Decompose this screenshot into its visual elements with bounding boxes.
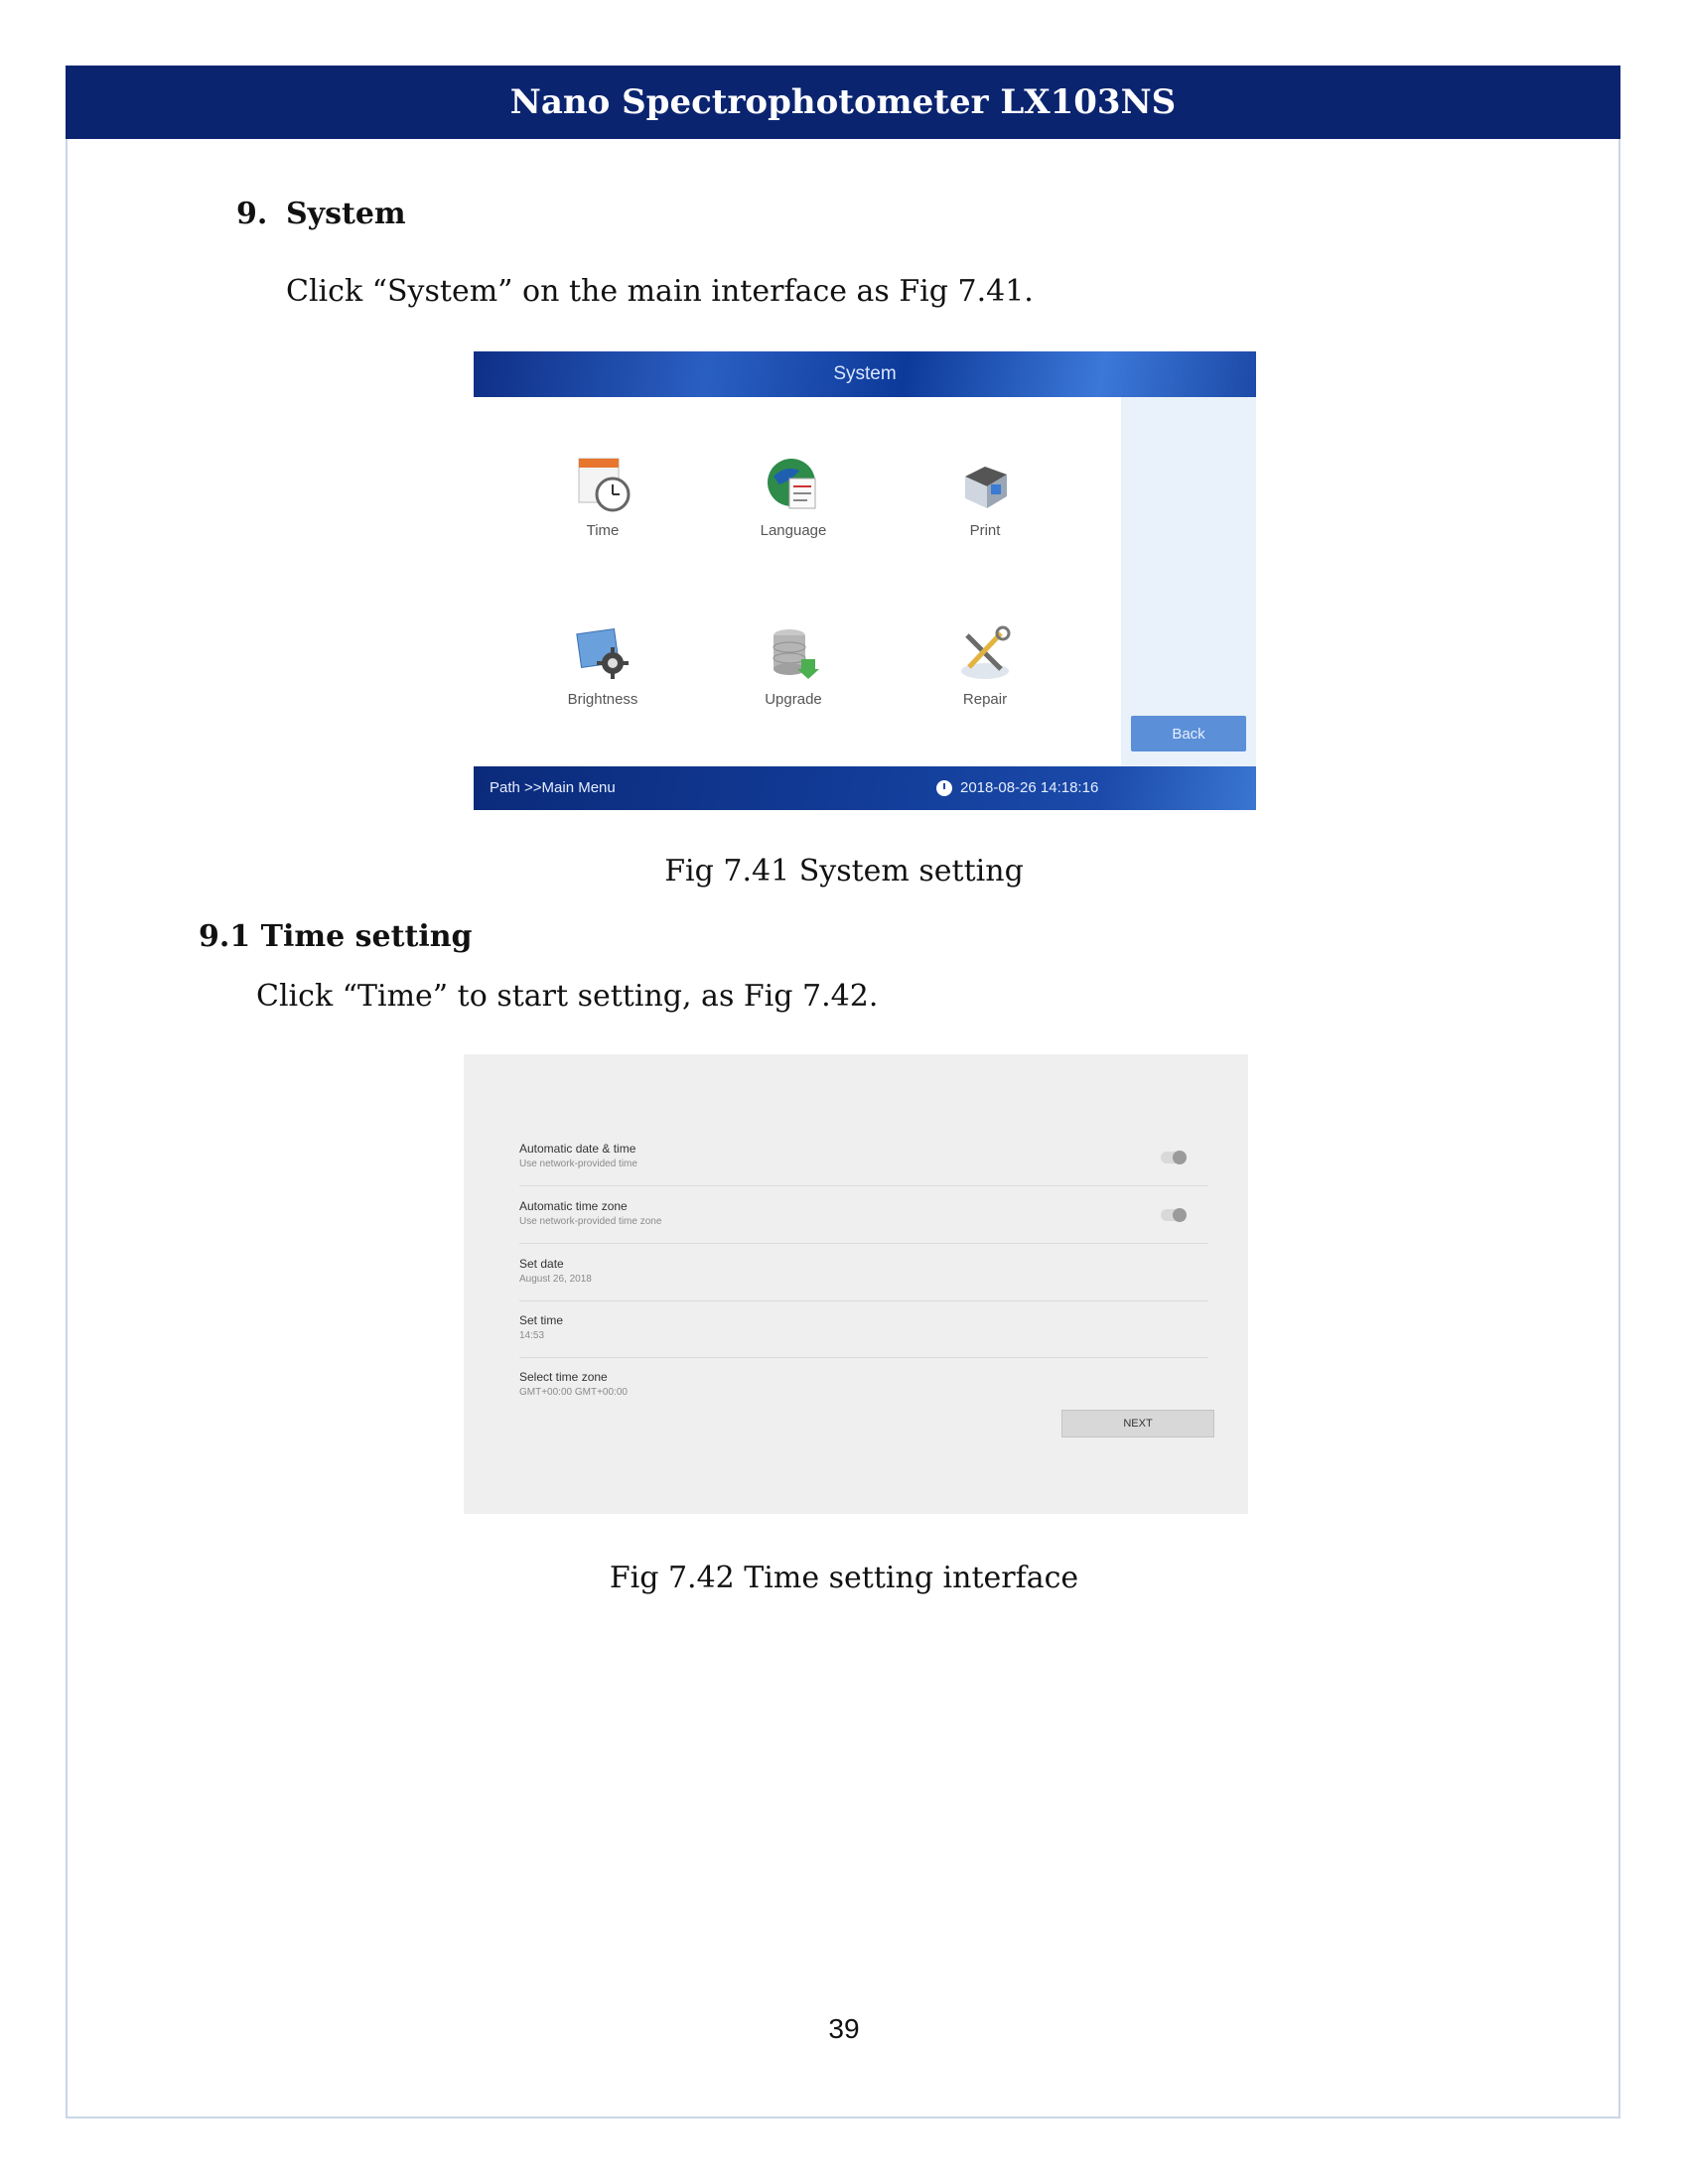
sub-intro-paragraph: Click “Time” to start setting, as Fig 7.42. — [256, 979, 879, 1014]
brightness-icon — [573, 623, 633, 683]
tile-upgrade[interactable] — [719, 623, 868, 708]
row-subtitle: August 26, 2018 — [519, 1274, 592, 1285]
row-set-date[interactable] — [519, 1257, 1208, 1301]
system-side-panel — [1121, 397, 1256, 766]
tile-print[interactable] — [911, 455, 1059, 539]
section-heading — [236, 197, 406, 231]
status-datetime: 2018-08-26 14:18:16 — [960, 779, 1099, 796]
path-breadcrumb: Path >>Main Menu — [490, 779, 616, 796]
system-title: System — [833, 363, 897, 384]
header-title: Nano Spectrophotometer LX103NS — [509, 82, 1177, 122]
system-title-bar — [474, 351, 1256, 397]
time-icon — [573, 455, 633, 514]
tile-brightness[interactable] — [528, 623, 677, 708]
tile-print-label: Print — [969, 522, 1001, 539]
back-button[interactable]: Back — [1131, 716, 1246, 751]
tile-time[interactable] — [528, 455, 677, 539]
tools-icon — [955, 623, 1015, 683]
language-icon — [764, 455, 823, 514]
tile-brightness-label: Brightness — [567, 691, 638, 708]
subsection-heading: 9.1 Time setting — [199, 919, 473, 954]
section-title: System — [286, 197, 406, 231]
row-title: Select time zone — [519, 1370, 608, 1384]
row-subtitle: Use network-provided time zone — [519, 1216, 662, 1227]
clock-icon — [936, 780, 952, 796]
intro-paragraph: Click “System” on the main interface as Fig 7.41. — [286, 274, 1034, 309]
row-title: Set date — [519, 1257, 564, 1271]
automatic-zone-toggle[interactable] — [1161, 1209, 1187, 1221]
printer-icon — [955, 455, 1015, 514]
tile-time-label: Time — [586, 522, 620, 539]
fig2-caption: Fig 7.42 Time setting interface — [609, 1561, 1079, 1595]
system-status-bar — [474, 766, 1256, 810]
row-automatic-time-zone[interactable] — [519, 1199, 1208, 1244]
tile-language[interactable] — [719, 455, 868, 539]
row-subtitle: GMT+00:00 GMT+00:00 — [519, 1387, 628, 1398]
row-subtitle: Use network-provided time — [519, 1159, 637, 1169]
system-screen-figure — [474, 351, 1256, 810]
time-setting-figure — [464, 1054, 1248, 1514]
row-title: Automatic date & time — [519, 1142, 636, 1156]
database-upgrade-icon — [764, 623, 823, 683]
tile-upgrade-label: Upgrade — [765, 691, 822, 708]
row-title: Automatic time zone — [519, 1199, 628, 1213]
section-number: 9. — [236, 197, 268, 231]
tile-repair[interactable] — [911, 623, 1059, 708]
row-title: Set time — [519, 1313, 564, 1327]
fig1-caption: Fig 7.41 System setting — [664, 854, 1024, 888]
row-set-time[interactable] — [519, 1313, 1208, 1358]
tile-language-label: Language — [760, 522, 827, 539]
automatic-date-toggle[interactable] — [1161, 1152, 1187, 1163]
page-number: 39 — [828, 2013, 860, 2044]
row-automatic-date-time[interactable] — [519, 1142, 1208, 1186]
status-clock — [936, 779, 1098, 796]
row-select-time-zone[interactable] — [519, 1370, 1208, 1406]
next-button[interactable]: NEXT — [1061, 1410, 1214, 1437]
tile-repair-label: Repair — [962, 691, 1008, 708]
page-header — [66, 66, 1620, 139]
row-subtitle: 14:53 — [519, 1330, 545, 1341]
